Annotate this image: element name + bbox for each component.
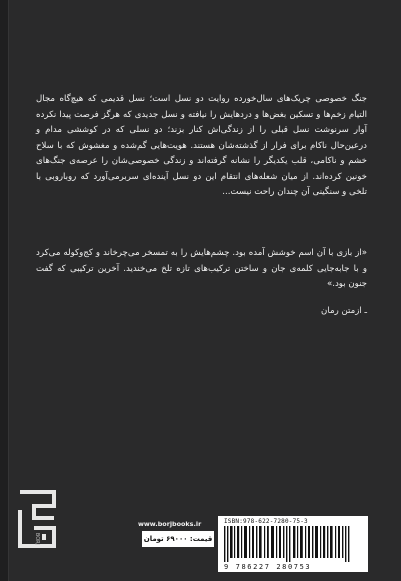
isbn-text: ISBN:978-622-7280-75-3 — [224, 518, 308, 525]
spine-strip — [0, 0, 9, 581]
barcode-bars — [224, 526, 362, 562]
publisher-logo — [14, 488, 60, 550]
blurb-paragraph: جنگ خصوصی چریک‌های سال‌خورده روایت دو نسل است؛ نسل قدیمی که هیچ‌گاه مجال التیام زخم‌ها و تسکین بغض‌ها و دردهایش را نیافته و نسل جدیدی که هرگز فرصت پیدا نکرده آوار سرنوشت نسل قبلی را از زندگی‌اش کنار بزند؛ دو نسلی که در کوششی مدام و درعین‌حال ناکام برای فرار از گذشته‌شان هستند. هویت‌هایی گم‌شده و مغشوش که با سلاح خشم و ناکامی، قلب یکدیگر را نشانه گرفته‌اند و زندگی خصوصی‌شان را عرصه‌ی جنگ‌های خونین کرده‌اند. از میان شعله‌های انتقام این دو نسل آینده‌ای سربرمی‌آورد که روباروبی با تلخی و سنگینی آن چندان راحت نیست... — [36, 94, 367, 197]
price-label: قیمت: ۶۹۰۰۰ تومان — [142, 531, 214, 547]
svg-text:BORJ: BORJ — [34, 532, 40, 546]
publisher-website: www.borjbooks.ir — [138, 520, 202, 528]
barcode-number: 9 786227 280753 — [224, 563, 312, 571]
quote-attribution: ـ ازمتن رمان — [321, 306, 367, 316]
novel-quote: «از بازی با آن اسم خوشش آمده بود. چشم‌هایش را به تمسخر می‌چرخاند و کج‌وکوله می‌کرد و با جابه‌جایی کلمه‌ی جان و ساختن ترکیب‌های تازه تلخ می‌خندید. آخرین ترکیبی که گفت جنون بود.» — [36, 248, 367, 289]
isbn-barcode — [218, 516, 368, 572]
